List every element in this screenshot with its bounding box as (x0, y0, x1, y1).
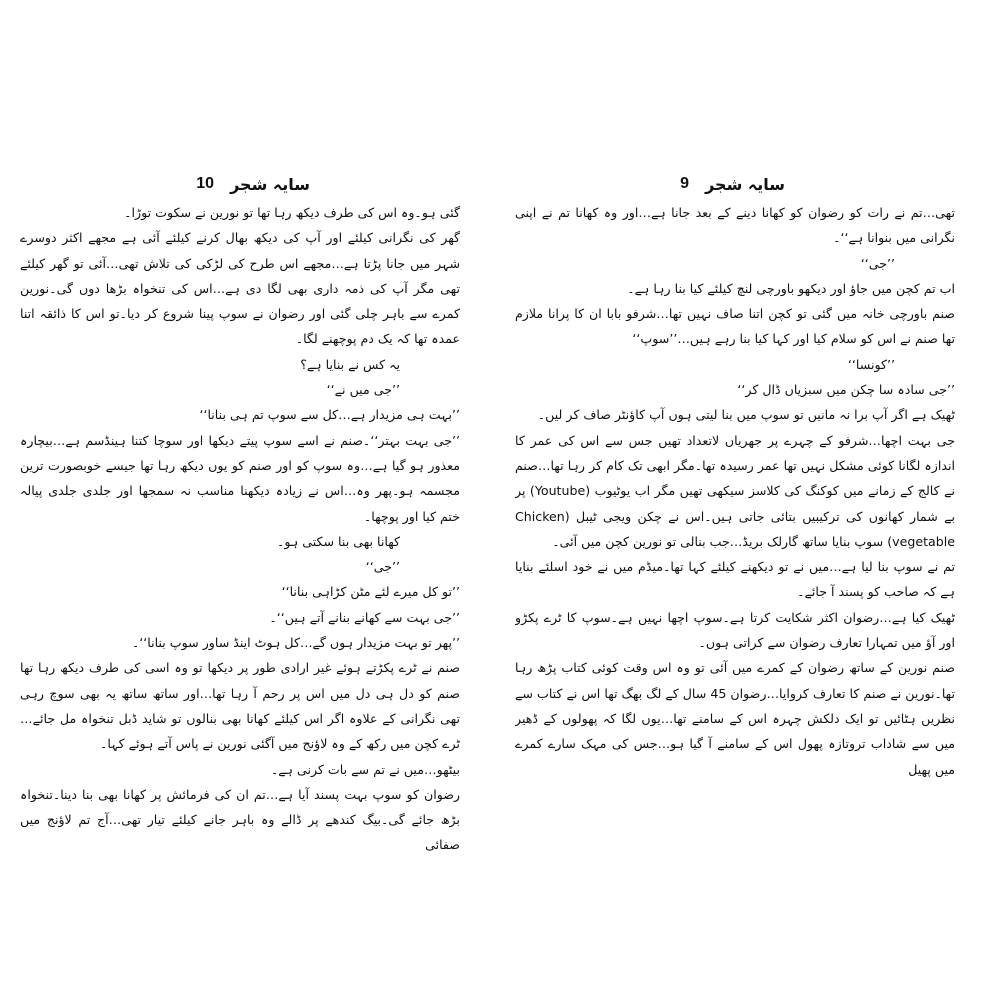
paragraph: گھر کی نگرانی کیلئے اور آپ کی دیکھ بھال کرنے کیلئے آئی ہے مجھے اکثر دوسرے شہر میں جانا پڑتا ہے…مجھے اس طرح کی لڑکی کی تلاش تھی…آئی تو گھر کیلئے تھی مگر آپ کی ذمہ داری بھی لگا دی ہے…اس کی تنخواہ بڑھا دوں گی۔نورین کمرے سے باہر چلی گئی اور رضوان نے سوپ پینا شروع کر دیا۔تو اس کا ذائقہ اتنا عمدہ تھا کہ یک دم پوچھنے لگا۔ (20, 230, 460, 347)
paragraph: تھی…تم نے رات کو رضوان کو کھانا دینے کے بعد جانا ہے…اور وہ کھانا تم نے اپنی نگرانی میں بنوانا ہے‘‘۔ (515, 205, 955, 246)
page-header (20, 172, 460, 196)
page-number: 10 (196, 175, 215, 192)
paragraph: جی بہت اچھا…شرفو کے چہرے پر جھریاں لاتعداد تھیں جس سے اس کی عمر کا اندازہ لگانا کوئی مشکل نہیں تھا عمر رسیدہ تھا۔مگر ابھی تک کام کر رہا تھا…صنم نے کالج کے زمانے میں کوکنگ کی کلاسز سیکھی تھیں مگر اب یوٹیوب (Youtube) پر بے شمار کھانوں کی ترکیبیں بتائی جاتی ہیں۔اس نے چکن ویجی ٹیبل (Chicken vegetable) سوپ بنایا ساتھ گارلک بریڈ…جب بنالی تو نورین کچن میں آئی۔ (515, 432, 955, 549)
page-body (515, 200, 955, 782)
paragraph: گئی ہو۔وہ اس کی طرف دیکھ رہا تھا تو نورین نے سکوت توڑا۔ (124, 205, 460, 220)
paragraph: یہ کس نے بنایا ہے؟ (300, 356, 400, 372)
paragraph: ’’بہت ہی مزیدار ہے…کل سے سوپ تم ہی بنانا‘‘ (199, 407, 460, 423)
paragraph: ’’جی‘‘ (860, 255, 895, 271)
paragraph: صنم باورچی خانہ میں گئی تو کچن اتنا صاف نہیں تھا…شرفو بابا ان کا پرانا ملازم تھا صنم نے اس کو سلام کیا اور کہا کیا بنا رہے ہیں…’’سوپ‘‘ (515, 306, 955, 347)
paragraph: صنم نورین کے ساتھ رضوان کے کمرے میں آئی تو وہ اس وقت کوئی کتاب پڑھ رہا تھا۔نورین نے صنم کا تعارف کروایا…رضوان 45 سال کے لگ بھگ تھا اس نے کتاب سے نظریں ہٹائیں تو ایک دلکش چہرہ اس کے سامنے تھا…یوں لگا کہ پھولوں کے ڈھیر میں سے شاداب تروتازہ پھول اس کے سامنے آ گیا ہو…جس کی مہک سارے کمرے میں پھیل (515, 660, 955, 777)
paragraph: تم نے سوپ بنا لیا ہے…میں نے تو دیکھنے کیلئے کہا تھا۔میڈم میں نے خود اسلئے بنایا ہے کہ صاحب کو پسند آ جائے۔ (515, 559, 955, 600)
page-number: 9 (680, 175, 690, 192)
paragraph: کھانا بھی بنا سکتی ہو۔ (276, 533, 400, 549)
paragraph: ٹھیک کیا ہے…رضوان اکثر شکایت کرتا ہے۔سوپ اچھا نہیں ہے۔سوپ کا ٹرے پکڑو اور آؤ میں تمہارا تعارف رضوان سے کراتی ہوں۔ (515, 609, 955, 651)
paragraph: ٹھیک ہے اگر آپ برا نہ مانیں تو سوپ میں بنا لیتی ہوں آپ کاؤنٹر صاف کر لیں۔ (537, 407, 955, 423)
running-title: سایہ شجر (705, 174, 785, 194)
page-header (515, 172, 955, 196)
paragraph: ’’پھر تو بہت مزیدار ہوں گے…کل ہوٹ اینڈ ساور سوپ بنانا‘‘۔ (131, 635, 460, 651)
paragraph: ’’جی میں نے‘‘ (326, 382, 400, 398)
running-title: سایہ شجر (230, 174, 310, 194)
paragraph: اب تم کچن میں جاؤ اور دیکھو باورچی لنچ کیلئے کیا بنا رہا ہے۔ (627, 280, 955, 296)
paragraph: ’’جی بہت سے کھانے بنانے آتے ہیں‘‘۔ (269, 609, 460, 625)
paragraph: بیٹھو…میں نے تم سے بات کرنی ہے۔ (270, 761, 460, 777)
paragraph: ’’جی سادہ سا چکن میں سبزیاں ڈال کر‘‘ (737, 382, 955, 398)
paragraph: صنم نے ٹرے پکڑتے ہوئے غیر ارادی طور پر دیکھا تو وہ اسی کی طرف دیکھ رہا تھا صنم کو دل ہی دل میں اس پر رحم آ رہا تھا…اور ساتھ ساتھ یہ بھی سوچ رہی تھی نگرانی کے علاوہ اگر اس کیلئے کھانا بھی بنالوں تو شاید ڈبل تنخواہ مل جائے…ٹرے کچن میں رکھ کے وہ لاؤنج میں آگئی نورین نے پاس آتے ہوئے کہا۔ (20, 660, 460, 752)
paragraph: ’’کونسا‘‘ (847, 356, 895, 372)
right-page (515, 172, 955, 852)
paragraph: رضوان کو سوپ بہت پسند آیا ہے…تم ان کی فرمائش پر کھانا بھی بنا دینا۔تنخواہ بڑھ جائے گی۔بیگ کندھے پر ڈالے وہ باہر جانے کیلئے تیار تھی…آج تم لاؤنج میں صفائی (20, 786, 460, 852)
paragraph: ’’جی‘‘ (365, 559, 400, 575)
paragraph: ’’جی بہت بہتر‘‘۔صنم نے اسے سوپ پیتے دیکھا اور سوچا کتنا ہینڈسم ہے…بیچارہ معذور ہو گیا ہے…وہ سوپ کو اور صنم کو یوں دیکھ رہا تھا جیسے خوبصورت ترین مجسمہ ہو۔پھر وہ…اس نے زیادہ دیکھنا مناسب نہ سمجھا اور جلدی جلدی پیالہ ختم کیا اور پوچھا۔ (20, 432, 460, 524)
paragraph: ’’تو کل میرے لئے مٹن کڑاہی بنانا‘‘ (281, 584, 460, 600)
left-page (20, 172, 460, 852)
page-body (20, 200, 460, 852)
